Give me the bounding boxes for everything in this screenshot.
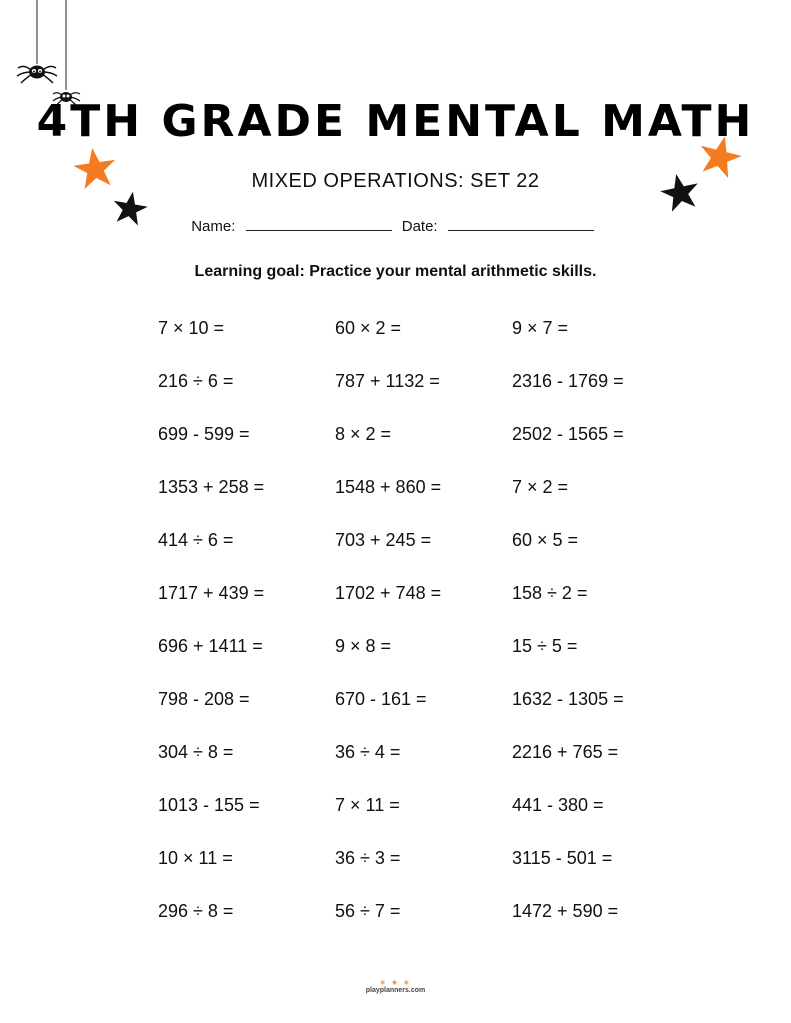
problem: 703 + 245 =: [335, 530, 432, 550]
problem: 56 ÷ 7 =: [335, 901, 401, 921]
problem: 304 ÷ 8 =: [158, 742, 234, 762]
learning-goal: Learning goal: Practice your mental arithmetic skills.: [194, 263, 597, 280]
problem: 1717 + 439 =: [158, 583, 265, 603]
problem: 1548 + 860 =: [335, 477, 442, 497]
problem-row: [158, 901, 678, 954]
problem: 9 × 7 =: [512, 318, 569, 338]
date-label: Date:: [401, 218, 438, 235]
problem: 8 × 2 =: [335, 424, 392, 444]
problem: 699 - 599 =: [158, 424, 250, 444]
problem: 60 × 2 =: [335, 318, 402, 338]
problem: 2216 + 765 =: [512, 742, 619, 762]
problem: 2502 - 1565 =: [512, 424, 624, 444]
date-field[interactable]: [448, 216, 594, 231]
problem-row: [158, 530, 678, 583]
problem: 36 ÷ 3 =: [335, 848, 401, 868]
name-date-row: [0, 216, 791, 235]
problem-row: [158, 583, 678, 636]
name-field[interactable]: [246, 216, 392, 231]
problem: 7 × 2 =: [512, 477, 569, 497]
problem: 798 - 208 =: [158, 689, 250, 709]
problem: 216 ÷ 6 =: [158, 371, 234, 391]
problem: 7 × 11 =: [335, 795, 400, 815]
problem-row: [158, 742, 678, 795]
problem: 1013 - 155 =: [158, 795, 260, 815]
problem: 158 ÷ 2 =: [512, 583, 588, 603]
problem: 10 × 11 =: [158, 848, 233, 868]
problem-row: [158, 689, 678, 742]
problem-row: [158, 371, 678, 424]
problem: 670 - 161 =: [335, 689, 427, 709]
problem: 7 × 10 =: [158, 318, 225, 338]
problem: 696 + 1411 =: [158, 636, 263, 656]
sparkle-icon: ✶ ✷ ✶: [379, 980, 412, 987]
problem-row: [158, 477, 678, 530]
problem: 15 ÷ 5 =: [512, 636, 578, 656]
problem: 441 - 380 =: [512, 795, 604, 815]
name-label: Name:: [191, 218, 236, 235]
problem: 296 ÷ 8 =: [158, 901, 234, 921]
problem-row: [158, 795, 678, 848]
problem-row: [158, 424, 678, 477]
problem-row: [158, 318, 678, 371]
problem: 1632 - 1305 =: [512, 689, 624, 709]
problem-row: [158, 636, 678, 689]
problem: 1353 + 258 =: [158, 477, 265, 497]
problem-row: [158, 848, 678, 901]
problem: 1702 + 748 =: [335, 583, 442, 603]
page-title: 4TH GRADE MENTAL MATH: [36, 96, 755, 147]
problem: 36 ÷ 4 =: [335, 742, 401, 762]
problem: 9 × 8 =: [335, 636, 392, 656]
footer-brand: playplanners.com: [365, 987, 426, 994]
spider-icon: [52, 0, 82, 110]
problem: 60 × 5 =: [512, 530, 579, 550]
footer-logo: [0, 980, 791, 994]
problem: 2316 - 1769 =: [512, 371, 624, 391]
problem-grid: [158, 318, 678, 954]
problem: 414 ÷ 6 =: [158, 530, 234, 550]
problem: 787 + 1132 =: [335, 371, 440, 391]
problem: 3115 - 501 =: [512, 848, 613, 868]
problem: 1472 + 590 =: [512, 901, 619, 921]
page-subtitle: MIXED OPERATIONS: SET 22: [251, 170, 540, 192]
